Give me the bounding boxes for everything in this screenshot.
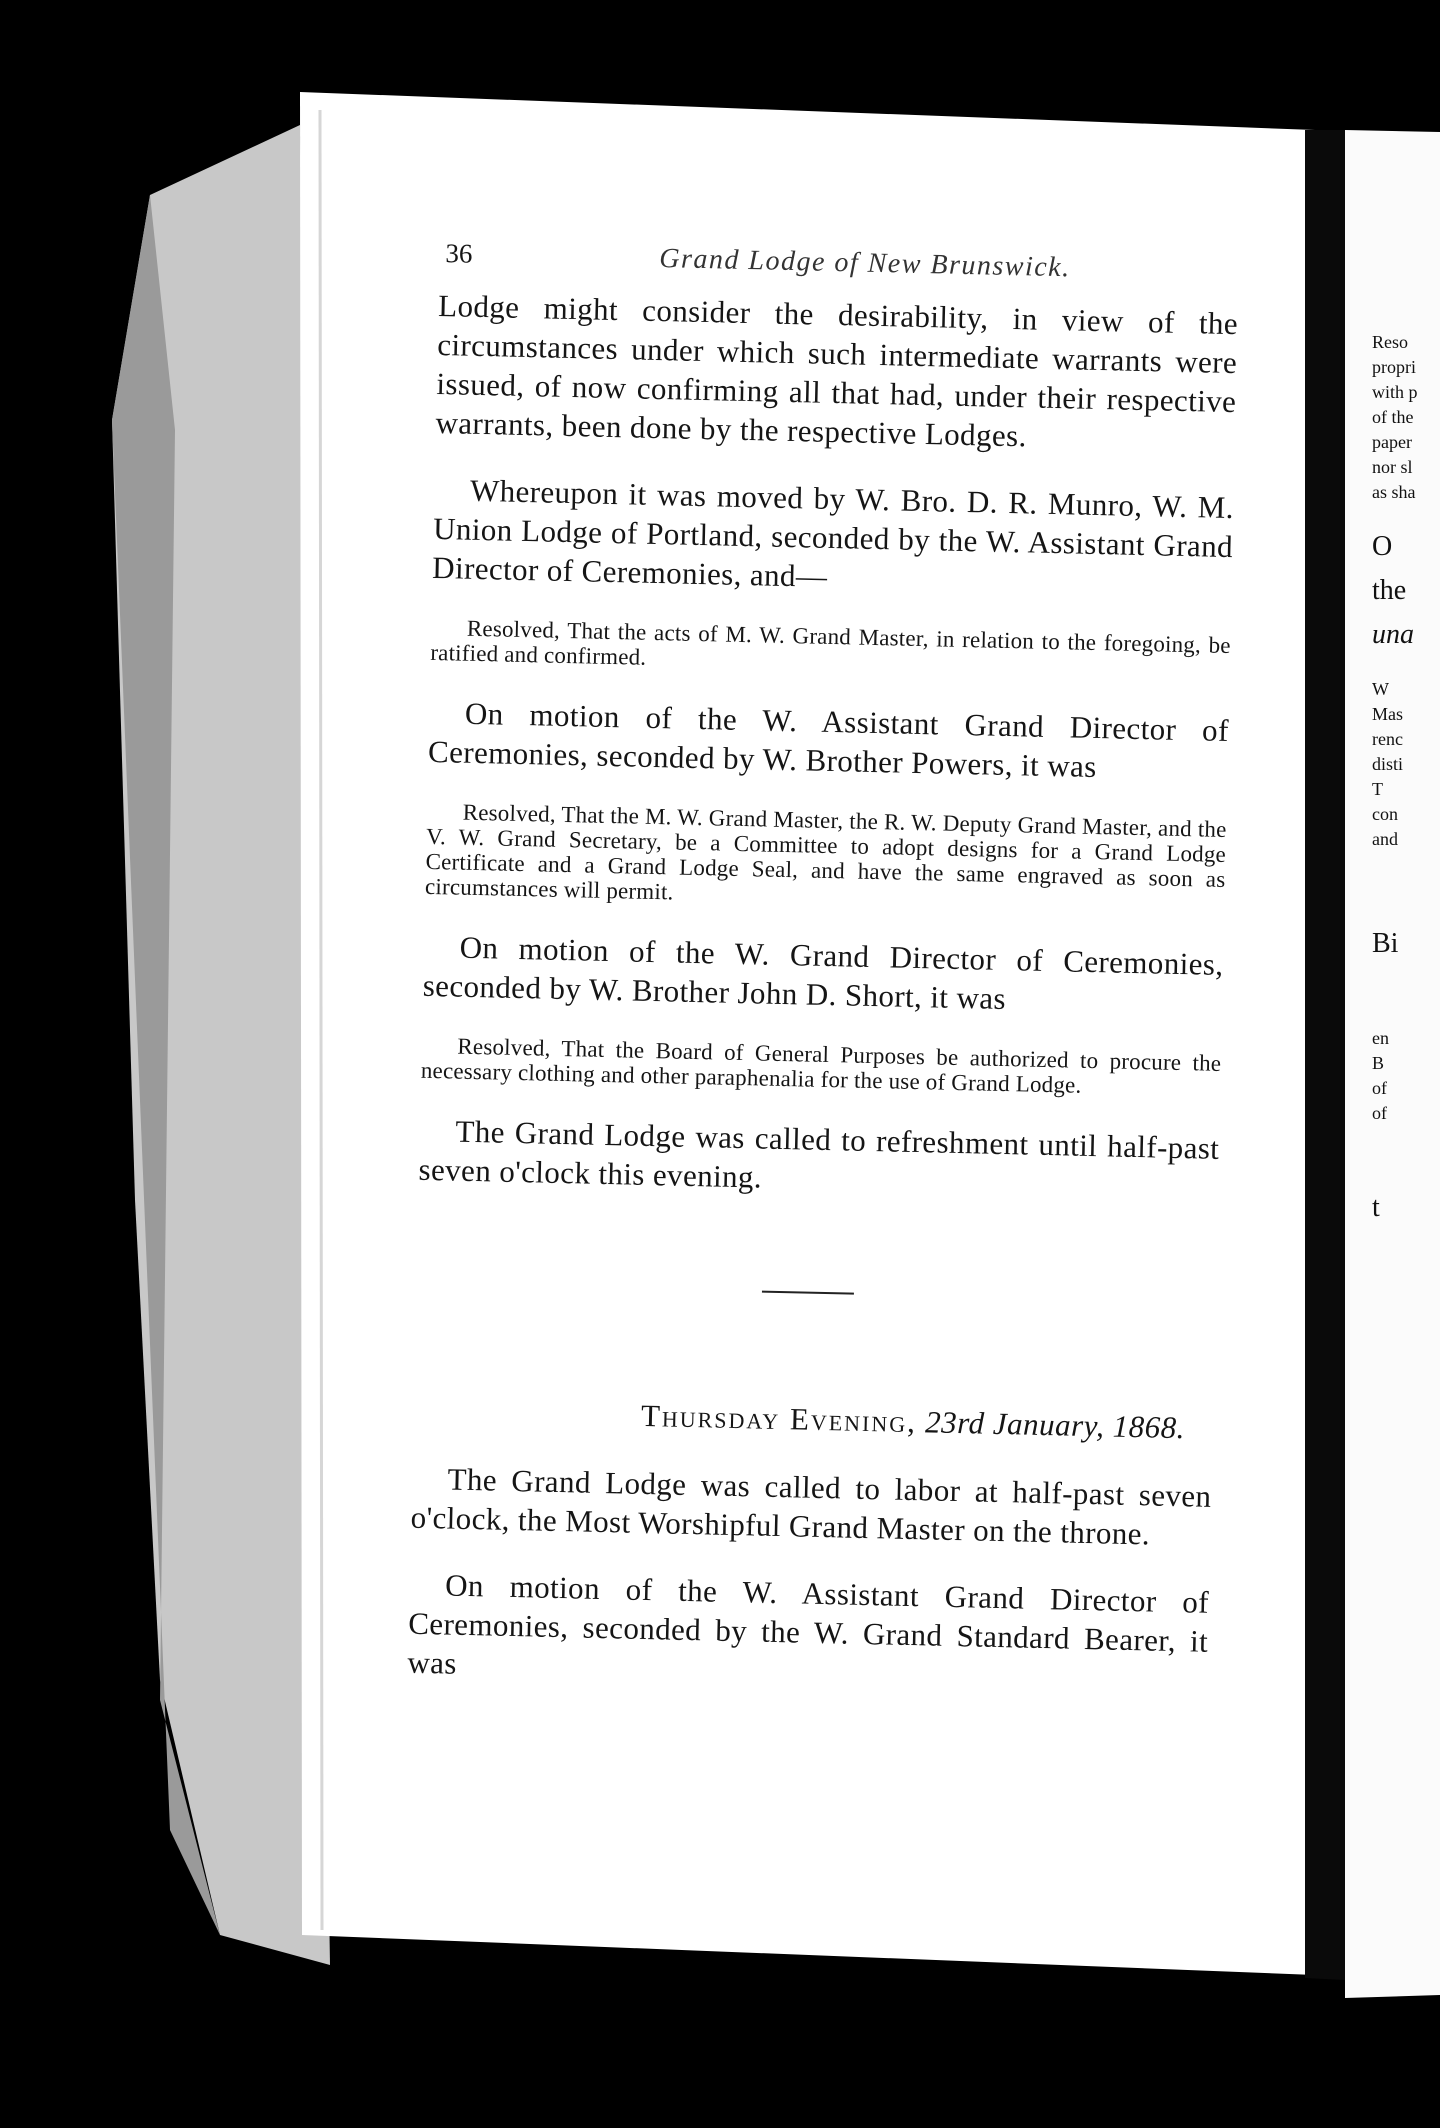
fragment-line: of bbox=[1372, 1103, 1387, 1123]
paragraph-refreshment: The Grand Lodge was called to refreshment until half-past seven o'clock this evening. bbox=[418, 1113, 1220, 1195]
paragraph-labor: The Grand Lodge was called to labor at half-past seven o'clock, the Most Worshipful Grand Master on the throne. bbox=[410, 1461, 1212, 1552]
fragment-line: propri bbox=[1372, 357, 1416, 377]
paragraph-motion-short: On motion of the W. Grand Director of Ceremonies, seconded by W. Brother John D. Short, it was bbox=[422, 929, 1224, 1017]
paragraph-continuation: Lodge might consider the desirability, in view of the circumstances under which such intermediate warrants were issued, of now confirming all that had, under their respective warrants, been done by the respective Lodges. bbox=[435, 287, 1239, 454]
adjacent-page-fragments bbox=[1372, 330, 1432, 1230]
fragment-line: B bbox=[1372, 1053, 1385, 1073]
paragraph-motion-powers: On motion of the W. Assistant Grand Director of Ceremonies, seconded by W. Brother Powers, it was bbox=[427, 695, 1230, 785]
fragment-line: O bbox=[1372, 531, 1393, 562]
fragment-line: as sha bbox=[1372, 482, 1416, 502]
fragment-line: nor sl bbox=[1372, 457, 1413, 477]
header-title: Grand Lodge of New Brunswick. bbox=[659, 242, 1072, 284]
fragment-line: of bbox=[1372, 1078, 1387, 1098]
paragraph-motion-munro: Whereupon it was moved by W. Bro. D. R. Munro, W. M. Union Lodge of Portland, seconded by the W. Assistant Grand Director of Ceremonies, and— bbox=[431, 472, 1235, 594]
fragment-line: and bbox=[1372, 829, 1398, 849]
paragraph-motion-standard-bearer: On motion of the W. Assistant Grand Director of Ceremonies, seconded by the W. Grand Standard Bearer, it was bbox=[407, 1567, 1210, 1681]
fragment-line: the bbox=[1372, 575, 1407, 606]
fragment-line: T bbox=[1372, 779, 1383, 799]
session-day: Thursday Evening, bbox=[640, 1397, 918, 1440]
fragment-line: with p bbox=[1372, 382, 1418, 402]
gutter-shadow bbox=[1305, 130, 1345, 1980]
page-text-block bbox=[406, 228, 1239, 1728]
resolution-ratify: Resolved, That the acts of M. W. Grand Master, in relation to the foregoing, be ratified and confirmed. bbox=[430, 615, 1232, 670]
fragment-line: of the bbox=[1372, 407, 1414, 427]
resolution-certificate-seal: Resolved, That the M. W. Grand Master, the R. W. Deputy Grand Master, and the V. W. Grand Secretary, be a Committee to adopt designs for a Grand Lodge Certificate and a Grand Lodge Seal, and have the same engraved as soon as circumstances will permit. bbox=[424, 799, 1227, 905]
session-heading bbox=[413, 1393, 1214, 1447]
fragment-line: Bi bbox=[1372, 928, 1399, 959]
fragment-line: Mas bbox=[1372, 704, 1403, 724]
session-date: 23rd January, 1868. bbox=[924, 1404, 1186, 1446]
section-rule bbox=[762, 1291, 854, 1295]
fragment-line: una bbox=[1372, 619, 1414, 650]
fragment-line: en bbox=[1372, 1028, 1389, 1048]
page-number: 36 bbox=[445, 238, 473, 269]
fragment-line: W bbox=[1372, 679, 1389, 699]
fragment-line: paper bbox=[1372, 432, 1412, 452]
fragment-line: disti bbox=[1372, 754, 1404, 774]
fragment-line: Reso bbox=[1372, 332, 1408, 352]
fragment-line: t bbox=[1372, 1192, 1380, 1223]
page-fold-line bbox=[320, 110, 322, 1930]
fragment-line: renc bbox=[1372, 729, 1403, 749]
resolution-clothing: Resolved, That the Board of General Purposes be authorized to procure the necessary clothing and other paraphenalia for the use of Grand Lodge. bbox=[420, 1033, 1222, 1098]
fragment-line: con bbox=[1372, 804, 1398, 824]
